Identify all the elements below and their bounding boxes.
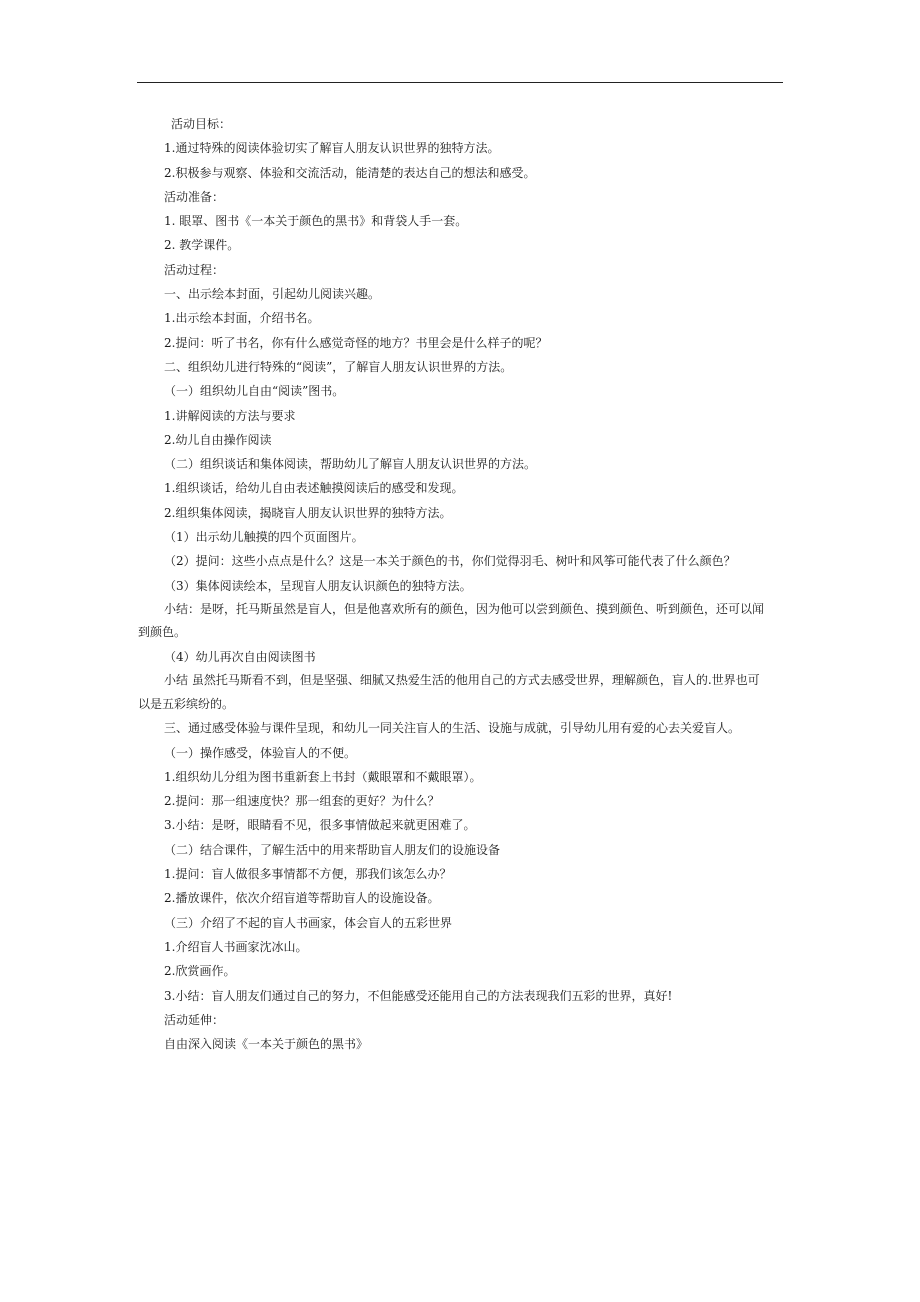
step-3: （3）集体阅读绘本，呈现盲人朋友认识颜色的独特方法。 xyxy=(164,578,472,593)
process-3-sub-2-item-1: 1.提问：盲人做很多事情都不方便，那我们该怎么办？ xyxy=(164,867,452,882)
section-heading-extension: 活动延伸： xyxy=(164,1012,225,1027)
step-2: （2）提问：这些小点点是什么？这是一本关于颜色的书，你们觉得羽毛、树叶和风筝可能代表了什么颜色？ xyxy=(164,554,736,569)
process-3-sub-2: （二）结合课件，了解生活中的用来帮助盲人朋友们的设施设备 xyxy=(164,842,501,857)
process-2-sub-2-item-1: 1.组织谈话，给幼儿自由表述触摸阅读后的感受和发现。 xyxy=(164,481,464,496)
process-3-sub-1: （一）操作感受，体验盲人的不便。 xyxy=(164,745,357,760)
process-2-sub-1-item-1: 1.讲解阅读的方法与要求 xyxy=(164,408,296,423)
process-3-sub-3-item-1: 1.介绍盲人书画家沈冰山。 xyxy=(164,939,308,954)
process-2-sub-2-item-2: 2.组织集体阅读，揭晓盲人朋友认识世界的独特方法。 xyxy=(164,505,452,520)
goal-1: 1.通过特殊的阅读体验切实了解盲人朋友认识世界的独特方法。 xyxy=(164,141,500,156)
process-3-sub-3-item-3: 3.小结：盲人朋友们通过自己的努力，不但能感受还能用自己的方法表现我们五彩的世界，真好! xyxy=(164,988,673,1003)
summary-2 xyxy=(138,669,784,716)
process-2-sub-1-item-2: 2.幼儿自由操作阅读 xyxy=(164,432,272,447)
goal-2: 2.积极参与观察、体验和交流活动，能清楚的表达自己的想法和感受。 xyxy=(164,165,536,180)
process-3-sub-1-item-3: 3.小结：是呀，眼睛看不见，很多事情做起来就更困难了。 xyxy=(164,818,476,833)
section-heading-process: 活动过程： xyxy=(164,262,225,277)
extension-1: 自由深入阅读《一本关于颜色的黑书》 xyxy=(164,1037,369,1052)
summary-2-continuation: 以是五彩缤纷的。 xyxy=(138,696,235,711)
preparation-2: 2. 教学课件。 xyxy=(164,238,240,253)
process-part-1: 一、出示绘本封面，引起幼儿阅读兴趣。 xyxy=(164,287,381,302)
summary-1 xyxy=(138,598,784,645)
process-3-sub-3: （三）介绍了不起的盲人书画家，体会盲人的五彩世界 xyxy=(164,915,453,930)
process-2-sub-1: （一）组织幼儿自由“阅读”图书。 xyxy=(164,384,345,399)
process-1-item-1: 1.出示绘本封面，介绍书名。 xyxy=(164,311,320,326)
process-3-sub-3-item-2: 2.欣赏画作。 xyxy=(164,964,236,979)
process-part-3: 三、通过感受体验与课件呈现，和幼儿一同关注盲人的生活、设施与成就，引导幼儿用有爱的心去关爱盲人。 xyxy=(164,721,741,736)
process-3-sub-2-item-2: 2.播放课件，依次介绍盲道等帮助盲人的设施设备。 xyxy=(164,891,440,906)
summary-2-first-line: 小结 虽然托马斯看不到，但是坚强、细腻又热爱生活的他用自己的方式去感受世界，理解颜色，盲人的.世界也可 xyxy=(164,673,760,688)
preparation-1: 1. 眼罩、图书《一本关于颜色的黑书》和背袋人手一套。 xyxy=(164,214,468,229)
process-part-2: 二、组织幼儿进行特殊的“阅读”，了解盲人朋友认识世界的方法。 xyxy=(164,359,513,374)
process-3-sub-1-item-1: 1.组织幼儿分组为图书重新套上书封（戴眼罩和不戴眼罩）。 xyxy=(164,769,482,784)
step-4: （4）幼儿再次自由阅读图书 xyxy=(164,649,316,664)
section-heading-goals: 活动目标： xyxy=(171,117,232,131)
process-3-sub-1-item-2: 2.提问：那一组速度快？那一组套的更好？为什么？ xyxy=(164,794,440,809)
section-heading-preparation: 活动准备： xyxy=(164,189,225,204)
summary-1-continuation: 到颜色。 xyxy=(138,625,187,640)
step-1: （1）出示幼儿触摸的四个页面图片。 xyxy=(164,530,364,545)
header-rule xyxy=(137,82,783,83)
summary-1-first-line: 小结：是呀，托马斯虽然是盲人，但是他喜欢所有的颜色，因为他可以尝到颜色、摸到颜色、听到颜色，还可以闻 xyxy=(164,601,765,616)
process-1-item-2: 2.提问：听了书名，你有什么感觉奇怪的地方？书里会是什么样子的呢？ xyxy=(164,335,548,350)
document-body xyxy=(138,112,784,1056)
process-2-sub-2: （二）组织谈话和集体阅读，帮助幼儿了解盲人朋友认识世界的方法。 xyxy=(164,457,537,472)
